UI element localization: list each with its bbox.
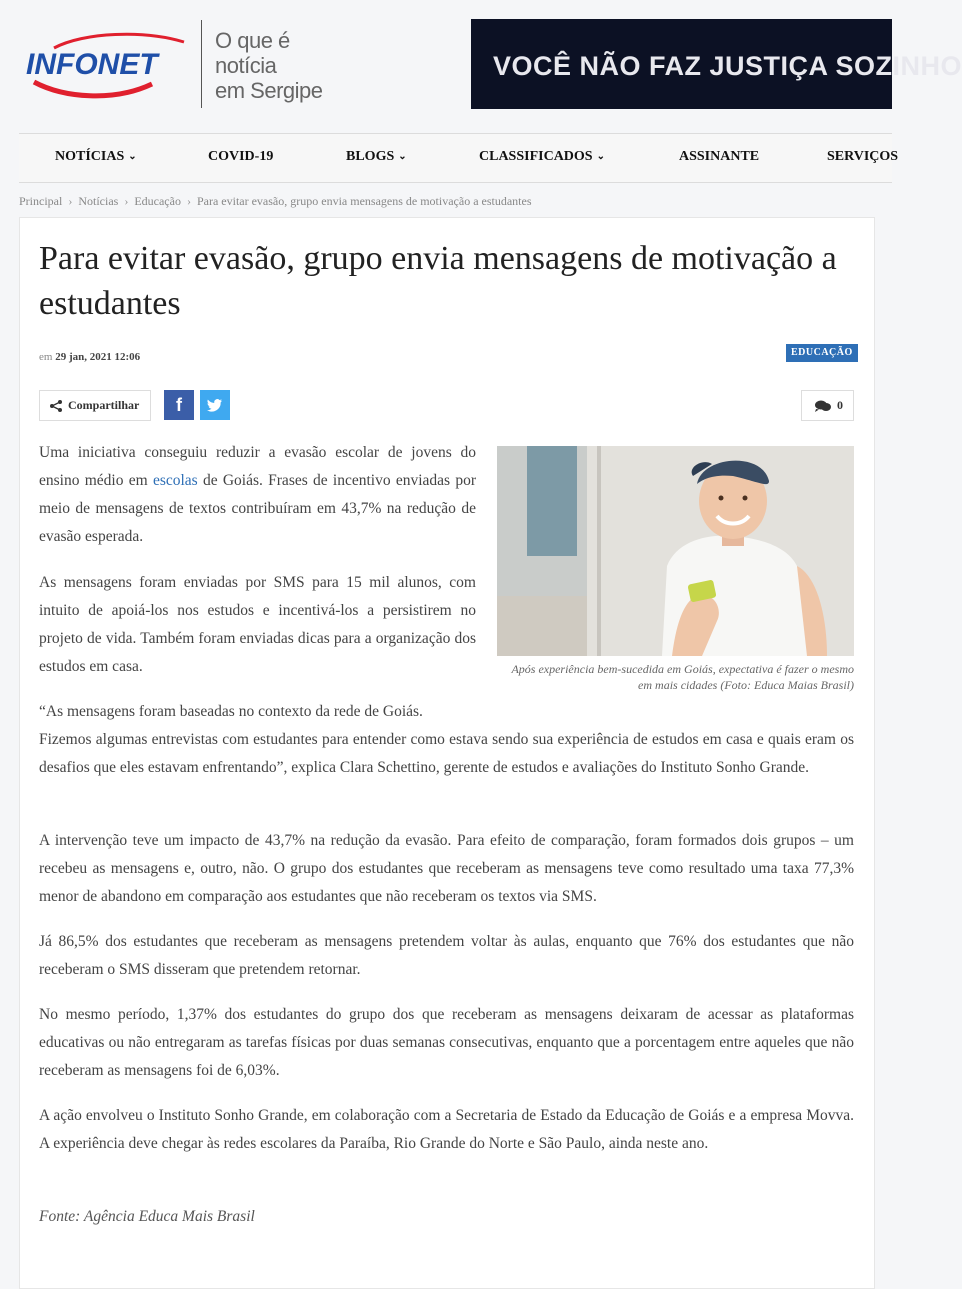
svg-text:INFONET: INFONET <box>26 48 158 81</box>
nav-label: CLASSIFICADOS <box>479 149 593 164</box>
article-source: Fonte: Agência Educa Mais Brasil <box>39 1208 255 1225</box>
article-paragraph <box>39 698 854 782</box>
nav-item-classificados[interactable] <box>479 149 605 165</box>
share-label: Compartilhar <box>68 398 140 412</box>
facebook-icon: f <box>176 395 182 415</box>
main-nav <box>19 133 899 183</box>
comments-button[interactable] <box>801 390 854 421</box>
infonet-logo[interactable] <box>24 26 190 100</box>
article-paragraph: A intervenção teve um impacto de 43,7% na redução da evasão. Para efeito de comparação, foram formados dois grupos – um recebeu as mensagens e, outro, não. O grupo dos estudantes que receberam as mensagens teve como resultado uma taxa 77,3% menor de abandono em comparação aos estudantes que não receberam os textos via SMS. <box>39 832 854 905</box>
banner-text: VOCÊ NÃO FAZ JUSTIÇA SOZINHO <box>493 51 962 81</box>
nav-item-covid[interactable] <box>208 149 273 165</box>
nav-item-servicos[interactable] <box>827 149 898 165</box>
breadcrumb-link[interactable]: Educação <box>134 194 181 208</box>
chevron-down-icon: ⌄ <box>128 151 137 162</box>
nav-item-noticias[interactable] <box>55 149 137 165</box>
article-paragraph: Já 86,5% dos estudantes que receberam as mensagens pretendem voltar às aulas, enquanto que 76% dos estudantes que não receberam o SMS disseram que pretendem retornar. <box>39 933 854 978</box>
nav-item-blogs[interactable] <box>346 149 407 165</box>
site-header <box>0 0 962 133</box>
twitter-share-button[interactable] <box>200 390 230 420</box>
image-caption: Após experiência bem-sucedida em Goiás, expectativa é fazer o mesmo em mais cidades (Foto: Educa Maias Brasil) <box>511 662 854 692</box>
article-paragraph <box>39 439 476 551</box>
article-paragraph: As mensagens foram enviadas por SMS para 15 mil alunos, com intuito de apoiá-los nos estudos e incentivá-los a persistirem no projeto de vida. Também foram enviadas dicas para a organização dos estudos em casa. <box>39 574 476 675</box>
article-paragraph: A ação envolveu o Instituto Sonho Grande, em colaboração com a Secretaria de Estado da Educação de Goiás e a empresa Movva. A experiência deve chegar às redes escolares da Paraíba, Rio Grande do Norte e São Paulo, ainda neste ano. <box>39 1107 854 1152</box>
paragraph-text: Fizemos algumas entrevistas com estudantes para entender como estava sendo sua experiência de estudos em casa e quais eram os desafios que eles estavam enfrentando”, explica Clara Schettino, gerente de estudos e avaliações do Instituto Sonho Grande. <box>39 731 854 776</box>
article-image <box>497 446 854 656</box>
site-tagline <box>215 28 323 103</box>
nav-item-assinante[interactable] <box>679 149 759 165</box>
article-date: 29 jan, 2021 12:06 <box>55 351 141 363</box>
category-badge[interactable]: EDUCAÇÃO <box>786 344 858 362</box>
nav-label: NOTÍCIAS <box>55 149 125 164</box>
tagline-line: em Sergipe <box>215 78 323 103</box>
comments-icon <box>815 400 831 412</box>
article-paragraph: No mesmo período, 1,37% dos estudantes do grupo dos que receberam as mensagens deixaram de acessar as plataformas educativas ou não entregaram as tarefas físicas por duas semanas consecutivas, enquanto que a porcentagem entre aqueles que não receberam as mensagens foi de 6,03%. <box>39 1006 854 1079</box>
breadcrumb <box>19 194 532 209</box>
twitter-icon <box>200 390 230 420</box>
chevron-right-icon: › <box>68 194 73 208</box>
date-prefix: em <box>39 351 53 363</box>
chevron-down-icon: ⌄ <box>398 151 407 162</box>
tagline-line: O que é <box>215 28 290 53</box>
share-icon <box>49 400 63 412</box>
logo-divider <box>201 20 202 108</box>
breadcrumb-link[interactable]: Notícias <box>78 194 119 208</box>
escolas-link[interactable]: escolas <box>152 472 198 489</box>
article-meta <box>39 351 140 363</box>
chevron-right-icon: › <box>124 194 129 208</box>
student-photo-illustration <box>497 446 854 656</box>
chevron-right-icon: › <box>186 194 191 208</box>
paragraph-text: de Goiás. Frases de incentivo enviadas por meio de mensagens de textos contribuíram em 43,7% na redução de evasão esperada. <box>39 472 476 545</box>
article-title: Para evitar evasão, grupo envia mensagens de motivação a estudantes <box>39 240 837 322</box>
nav-label: COVID-19 <box>208 149 274 164</box>
breadcrumb-link[interactable]: Principal <box>19 194 63 208</box>
share-button[interactable] <box>39 390 151 421</box>
paragraph-text: “As mensagens foram baseadas no contexto da rede de Goiás. <box>39 703 423 720</box>
nav-label: ASSINANTE <box>679 149 760 164</box>
paragraph-text: Uma iniciativa conseguiu reduzir a evasão escolar de jovens do ensino médio em <box>39 444 476 489</box>
ad-banner[interactable] <box>471 19 962 109</box>
comments-count: 0 <box>837 398 843 412</box>
nav-label: BLOGS <box>346 149 395 164</box>
nav-label: SERVIÇOS <box>827 149 899 164</box>
chevron-down-icon: ⌄ <box>596 151 605 162</box>
breadcrumb-current: Para evitar evasão, grupo envia mensagens de motivação a estudantes <box>196 194 532 208</box>
tagline-line: notícia <box>215 53 277 78</box>
facebook-share-button[interactable] <box>164 390 194 420</box>
